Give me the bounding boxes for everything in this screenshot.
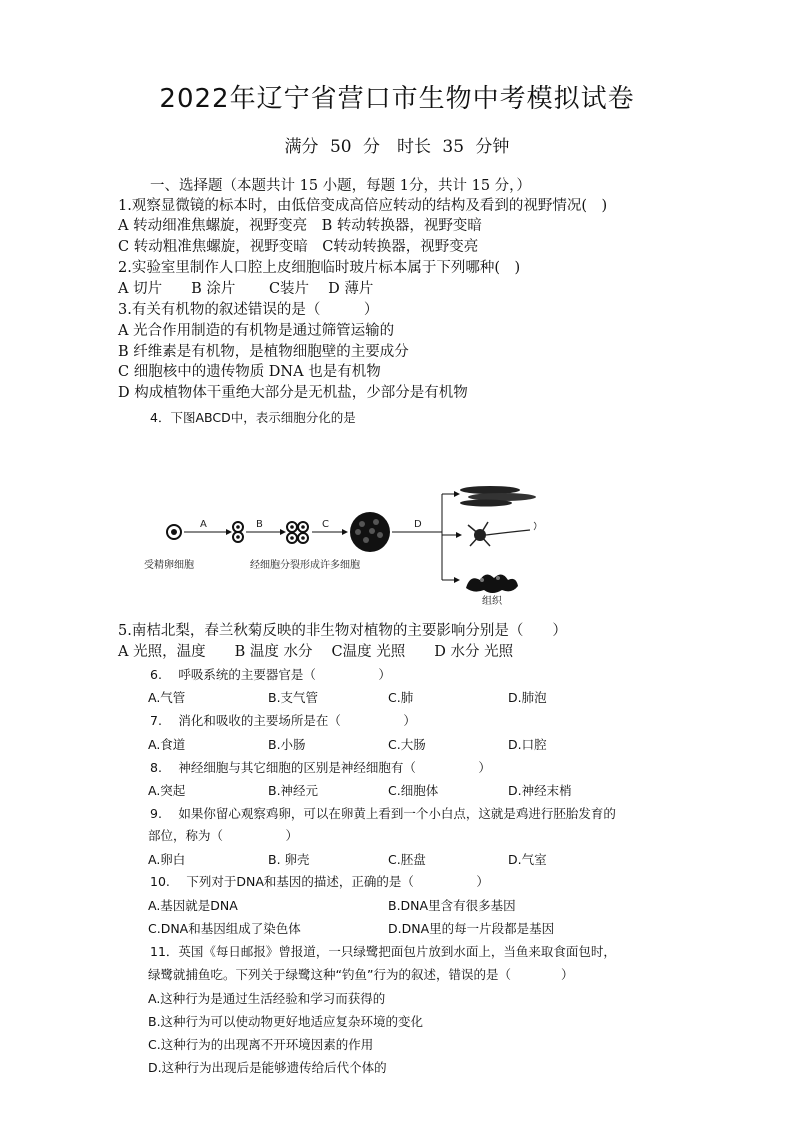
q7-option-c: C.大肠 (388, 737, 426, 752)
q10-option-b: B.DNA里含有很多基因 (388, 898, 516, 913)
q10-option-d: D.DNA里的每一片段都是基因 (388, 921, 555, 936)
q2-options: A 切片 B 涂片 C装片 D 薄片 (118, 281, 374, 297)
caption-division: 经细胞分裂形成许多细胞 (250, 560, 360, 571)
q9-option-d: D.气室 (508, 852, 547, 867)
muscle-tissue (460, 486, 536, 507)
four-cell-stage (287, 522, 308, 543)
q9-option-c: C.胚盘 (388, 852, 426, 867)
q8-option-c: C.细胞体 (388, 783, 439, 798)
q11-stem: 11．英国《每日邮报》曾报道，一只绿鹭把面包片放到水面上，当鱼来取食面包时， (150, 944, 616, 959)
q8-option-b: B.神经元 (268, 783, 319, 798)
q4-stem: 4．下图ABCD中，表示细胞分化的是 (150, 410, 356, 425)
q2-stem: 2.实验室里制作人口腔上皮细胞临时玻片标本属于下列哪种( ) (118, 260, 521, 276)
q10-option-c: C.DNA和基因组成了染色体 (148, 921, 301, 936)
q8-option-d: D.神经末梢 (508, 783, 572, 798)
cell-mass (350, 512, 390, 552)
q6-option-d: D.肺泡 (508, 690, 547, 705)
q9-stem: 9. 如果你留心观察鸡卵，可以在卵黄上看到一个小白点，这就是鸡进行胚胎发育的 (150, 806, 616, 821)
caption-tissue: 组织 (482, 596, 502, 607)
q3-stem: 3.有关有机物的叙述错误的是（ ） (118, 302, 379, 318)
two-cell-stage (233, 522, 243, 542)
arrow-label-a: A (200, 519, 207, 530)
q6-stem: 6. 呼吸系统的主要器官是（ ） (150, 667, 391, 682)
q3-option-a: A 光合作用制造的有机物是通过筛管运输的 (118, 323, 395, 339)
q10-stem: 10. 下列对于DNA和基因的描述，正确的是（ ） (150, 874, 489, 889)
q3-option-d: D 构成植物体干重绝大部分是无机盐，少部分是有机物 (118, 385, 468, 401)
epithelial-tissue (466, 574, 518, 593)
q6-option-b: B.支气管 (268, 690, 319, 705)
page-subtitle: 满分 50 分 时长 35 分钟 (284, 137, 510, 157)
q5-options: A 光照，温度 B 温度 水分 C温度 光照 D 水分 光照 (118, 644, 514, 660)
zygote-cell (167, 525, 181, 539)
q10-option-a: A.基因就是DNA (148, 898, 238, 913)
section-heading: 一、选择题（本题共计 15 小题，每题 1分，共计 15 分，） (150, 178, 531, 194)
q11-option-b: B.这种行为可以使动物更好地适应复杂环境的变化 (148, 1014, 424, 1029)
q3-option-b: B 纤维素是有机物，是植物细胞壁的主要成分 (118, 344, 409, 360)
q9-option-a: A.卵白 (148, 852, 186, 867)
arrow-label-c: C (322, 519, 329, 530)
arrow-label-d: D (414, 519, 422, 530)
q6-option-c: C.肺 (388, 690, 414, 705)
q11-option-d: D.这种行为出现后是能够遗传给后代个体的 (148, 1060, 387, 1075)
caption-zygote: 受精卵细胞 (144, 560, 194, 571)
q1-options-ab: A 转动细准焦螺旋，视野变亮 B 转动转换器，视野变暗 (118, 218, 482, 234)
q8-option-a: A.突起 (148, 783, 186, 798)
q7-option-d: D.口腔 (508, 737, 547, 752)
q8-stem: 8. 神经细胞与其它细胞的区别是神经细胞有（ ） (150, 760, 491, 775)
q7-option-b: B.小肠 (268, 737, 306, 752)
q6-option-a: A.气管 (148, 690, 186, 705)
q11-option-a: A.这种行为是通过生活经验和学习而获得的 (148, 991, 386, 1006)
q11-option-c: C.这种行为的出现离不开环境因素的作用 (148, 1037, 374, 1052)
q7-stem: 7. 消化和吸收的主要场所是在（ ） (150, 713, 416, 728)
q7-option-a: A.食道 (148, 737, 186, 752)
q9-stem-continued: 部位，称为（ ） (148, 828, 299, 843)
q9-option-b: B. 卵壳 (268, 852, 310, 867)
q3-option-c: C 细胞核中的遗传物质 DNA 也是有机物 (118, 364, 381, 380)
cell-differentiation-figure (130, 480, 560, 610)
q1-stem: 1.观察显微镜的标本时，由低倍变成高倍应转动的结构及看到的视野情况( ) (118, 198, 608, 214)
page-title: 2022年辽宁省营口市生物中考模拟试卷 (159, 84, 635, 114)
arrow-label-b: B (256, 519, 263, 530)
q5-stem: 5.南桔北梨，春兰秋菊反映的非生物对植物的主要影响分别是（ ） (118, 623, 567, 639)
nerve-tissue (468, 522, 536, 546)
q1-options-cd: C 转动粗准焦螺旋，视野变暗 C转动转换器，视野变亮 (118, 239, 479, 255)
q11-stem-continued: 绿鹭就捕鱼吃。下列关于绿鹭这种“钓鱼”行为的叙述，错误的是（ ） (148, 967, 574, 982)
